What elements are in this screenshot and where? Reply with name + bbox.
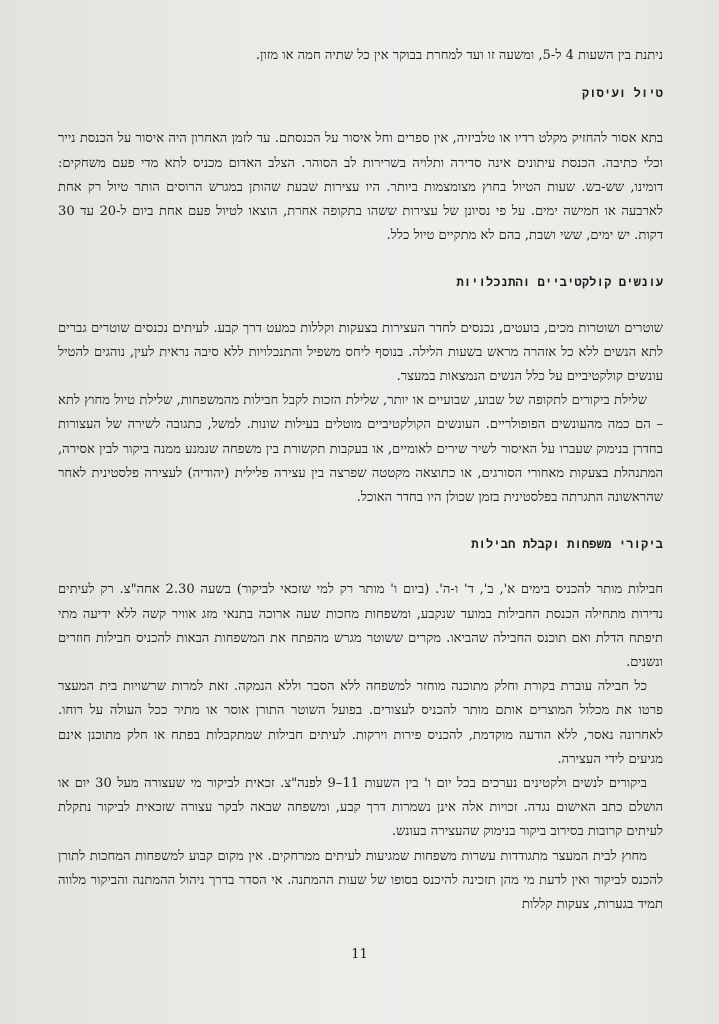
paragraph: שלילת ביקורים לתקופה של שבוע, שבועיים או יותר, שלילת הזכות לקבל חבילות מהמשפחות, שלילת טיול מחוץ לתא – הם כמה מהעונשים הפופולריים. העונשים הקולקטיביים מוטלים בעילות שונות. למשל, כתגובה לשירה של העצורות בחדרן בנימוק שעברו על האיסור לשיר שירים לאומיים, או בעקבות תקשורת בין משפחה שנמנע ממנה ביקור לבין אסירה, המתנהלת בצעקות מאחורי הסורגים, או כתוצאה מקטטה שפרצה בין עצירה פלילית (יהודיה) לעצירה פלסטינית לאחר שהראשונה התגרתה בפלסטינית בזמן שכולן היו בחדר האוכל. bbox=[58, 393, 663, 506]
paragraph: ניתנת בין השעות 4 ל-5, ומשעה זו ועד למחרת בבוקר אין כל שתיה חמה או מזון. bbox=[255, 48, 663, 63]
paragraph: בתא אסור להחזיק מקלט רדיו או טלביזיה, אין ספרים וחל איסור על הכנסתם. עד לזמן האחרון היה איסור על הכנסת נייר וכלי כתיבה. הכנסת עיתונים אינה סדירה ותלויה בשרירות לב הסוהר. הצלב האדום מכניס לתא מדי פעם משחקים: דומינו, שש-בש. שעות הטיול בחוץ מצומצמות ביותר. היו עצירות שבעת שהותן במגרש הרוסים הותר טיול רק אחת לארבעה או חמישה ימים. על פי נסיונן של עצירות ששהו בתקופה אחרת, הוצאו לטיול פעם אחת ביום ל-20 עד 30 דקות. יש ימים, ששי ושבת, בהם לא מתקיים טיול כלל. bbox=[58, 131, 663, 244]
section-heading-family-visits: ביקורי משפחות וקבלת חבילות bbox=[471, 537, 663, 552]
page-number: 11 bbox=[351, 947, 368, 962]
paragraph: ביקורים לנשים ולקטינים נערכים בכל יום ו' בין השעות 11–9 לפנה"צ. זכאית לביקור מי שעצורה מעל 30 יום או הושלם כתב האישום נגדה. זכויות אלה אינן נשמרות דרך קבע, ומשפחה שבאה לבקר עצורה שזכאית לביקור נתקלת לעיתים קרובות בסירוב ביקור בנימוק שהעצירה בעונש. bbox=[58, 776, 663, 840]
page-body bbox=[58, 44, 663, 917]
paragraph: חבילות מותר להכניס בימים א', ב', ד' ו-ה'. (ביום ו' מותר רק למי שזכאי לביקור) בשעה 2.30 אחה"צ. רק לעיתים נדירות מתחילה הכנסת החבילות במועד שנקבע, ומשפחות מחכות שעה ארוכה בתנאי מזג אוויר קשה ללא ידיעה מתי תיפתח הדלת ואם תוכנס החבילה שהביאו. מקרים ששוטר מגרש מהפתח את המשפחות הבאות להכניס חבילות חוזרים ונשנים. bbox=[58, 582, 663, 671]
section-heading-walk-and-activity: טיול ועיסוק bbox=[581, 86, 663, 101]
paragraph: כל חבילה עוברת בקורת וחלק מתוכנה מוחזר למשפחה ללא הסבר וללא הנמקה. זאת למרות שרשויות בית המעצר פרטו את מכלול המוצרים אותם מותר להכניס לעצורים. בפועל השוטר התורן אוסר או מתיר ככל העולה על רוחו. לאחרונה נאסר, ללא הודעה מוקדמת, להכניס פירות וירקות. לעיתים חבילות שמתקבלות בפתח או חלק מתוכנן אינם מגיעים לידי העצירה. bbox=[58, 679, 663, 767]
paragraph: מחוץ לבית המעצר מתגודדות עשרות משפחות שמגיעות לעיתים ממרחקים. אין מקום קבוע למשפחות המחכות לתורן להכנס לביקור ואין לדעת מי מהן תזכינה להיכנס בסופו של שעות ההמתנה. אי הסדר בדרך ניהול ההמתנה והביקור מלווה תמיד בגערות, צעקות קללות bbox=[58, 848, 663, 913]
paragraph: שוטרים ושוטרות מכים, בועטים, נכנסים לחדר העצירות בצעקות וקללות כמעט דרך קבע. לעיתים נכנסים שוטרים גברים לתא הנשים ללא כל אזהרה מראש בשעות הלילה. בנוסף ליחס משפיל והתנכלויות ללא סיבה נראית לעין, נוהגים להטיל עונשים קולקטיביים על כלל הנשים הנמצאות במעצר. bbox=[58, 320, 663, 385]
section-heading-collective-punishments: עונשים קולקטיביים והתנכלויות bbox=[456, 275, 663, 290]
